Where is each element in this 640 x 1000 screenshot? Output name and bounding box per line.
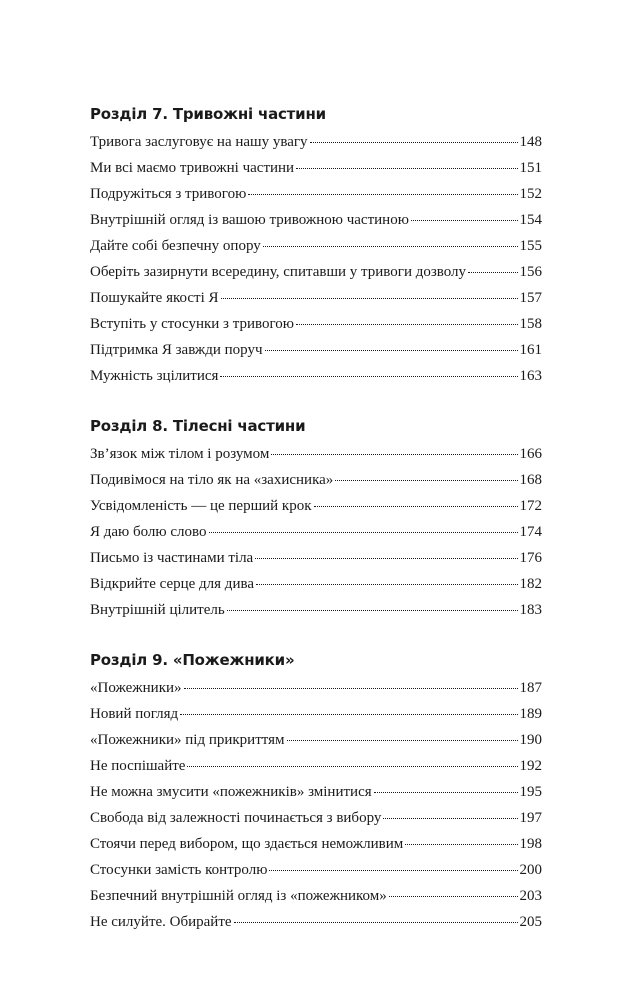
toc-page-number: 154 — [519, 212, 542, 228]
dot-leader — [256, 584, 517, 585]
toc-entry[interactable] — [90, 472, 542, 498]
toc-entry[interactable] — [90, 706, 542, 732]
dot-leader — [310, 142, 518, 143]
toc-entry[interactable] — [90, 888, 542, 914]
dot-leader — [296, 168, 517, 169]
dot-leader — [271, 454, 517, 455]
toc-entry-title: Вступіть у стосунки з тривогою — [90, 316, 294, 332]
toc-page-number: 183 — [519, 602, 542, 618]
dot-leader — [269, 870, 517, 871]
toc-entry-title: Усвідомленість — це перший крок — [90, 498, 312, 514]
toc-entry[interactable] — [90, 602, 542, 628]
toc-page-number: 205 — [519, 914, 542, 930]
dot-leader — [220, 376, 517, 377]
toc-page-number: 200 — [519, 862, 542, 878]
toc-entry-title: Я даю болю слово — [90, 524, 207, 540]
toc-entry-title: Не можна змусити «пожежників» змінитися — [90, 784, 372, 800]
dot-leader — [234, 922, 518, 923]
dot-leader — [265, 350, 518, 351]
toc-page-number: 172 — [519, 498, 542, 514]
dot-leader — [187, 766, 517, 767]
toc-list — [90, 446, 542, 628]
dot-leader — [227, 610, 518, 611]
toc-page-number: 189 — [519, 706, 542, 722]
dot-leader — [374, 792, 518, 793]
dot-leader — [287, 740, 518, 741]
toc-page-number: 203 — [519, 888, 542, 904]
toc-page-number: 156 — [519, 264, 542, 280]
toc-page-number: 148 — [519, 134, 542, 150]
toc-entry-title: Відкрийте серце для дива — [90, 576, 255, 592]
toc-page-number: 152 — [519, 186, 542, 202]
toc-page-number: 192 — [519, 758, 542, 774]
toc-page-number: 195 — [519, 784, 542, 800]
dot-leader — [255, 558, 517, 559]
toc-entry[interactable] — [90, 732, 542, 758]
toc-entry[interactable] — [90, 446, 542, 472]
toc-entry-title: Оберіть зазирнути всередину, спитавши у тривоги дозволу — [90, 264, 467, 280]
dot-leader — [411, 220, 518, 221]
toc-entry[interactable] — [90, 550, 542, 576]
dot-leader — [468, 272, 517, 273]
toc-entry-title: «Пожежники» — [90, 680, 182, 696]
toc-entry[interactable] — [90, 238, 542, 264]
toc-page-number: 161 — [519, 342, 542, 358]
toc-page-number: 198 — [519, 836, 542, 852]
table-of-contents — [90, 104, 542, 962]
toc-list — [90, 680, 542, 940]
toc-entry[interactable] — [90, 264, 542, 290]
toc-entry-title: Стоячи перед вибором, що здається неможливим — [90, 836, 404, 852]
chapter-title: Розділ 9. «Пожежники» — [90, 651, 295, 669]
chapter-title: Розділ 8. Тілесні частини — [90, 417, 306, 435]
toc-entry-title: «Пожежники» під прикриттям — [90, 732, 285, 748]
dot-leader — [248, 194, 517, 195]
toc-page-number: 163 — [519, 368, 542, 384]
toc-entry-title: Не силуйте. Обирайте — [90, 914, 232, 930]
dot-leader — [221, 298, 518, 299]
toc-entry-title: Подружіться з тривогою — [90, 186, 247, 202]
toc-page-number: 168 — [519, 472, 542, 488]
toc-entry[interactable] — [90, 134, 542, 160]
toc-entry-title: Безпечний внутрішній огляд із «пожежником» — [90, 888, 387, 904]
toc-page-number: 158 — [519, 316, 542, 332]
toc-entry-title: Дайте собі безпечну опору — [90, 238, 261, 254]
toc-entry-title: Зв’язок між тілом і розумом — [90, 446, 270, 462]
toc-entry-title: Стосунки замість контролю — [90, 862, 268, 878]
dot-leader — [263, 246, 518, 247]
toc-page-number: 197 — [519, 810, 542, 826]
toc-entry[interactable] — [90, 290, 542, 316]
chapter-8-section — [90, 416, 542, 628]
chapter-title: Розділ 7. Тривожні частини — [90, 105, 326, 123]
toc-entry-title: Тривога заслуговує на нашу увагу — [90, 134, 308, 150]
toc-entry[interactable] — [90, 160, 542, 186]
toc-entry[interactable] — [90, 316, 542, 342]
dot-leader — [180, 714, 517, 715]
toc-entry[interactable] — [90, 524, 542, 550]
toc-entry[interactable] — [90, 368, 542, 394]
toc-entry[interactable] — [90, 862, 542, 888]
toc-entry[interactable] — [90, 212, 542, 238]
toc-page-number: 176 — [519, 550, 542, 566]
toc-entry[interactable] — [90, 836, 542, 862]
dot-leader — [389, 896, 518, 897]
toc-entry[interactable] — [90, 576, 542, 602]
toc-page-number: 190 — [519, 732, 542, 748]
toc-entry[interactable] — [90, 680, 542, 706]
toc-entry-title: Ми всі маємо тривожні частини — [90, 160, 295, 176]
toc-entry[interactable] — [90, 342, 542, 368]
toc-entry-title: Внутрішній огляд із вашою тривожною частиною — [90, 212, 409, 228]
dot-leader — [383, 818, 517, 819]
toc-entry-title: Письмо із частинами тіла — [90, 550, 254, 566]
dot-leader — [405, 844, 517, 845]
dot-leader — [314, 506, 518, 507]
toc-entry-title: Новий погляд — [90, 706, 179, 722]
toc-page-number: 157 — [519, 290, 542, 306]
toc-entry[interactable] — [90, 758, 542, 784]
toc-entry-title: Внутрішній цілитель — [90, 602, 225, 618]
toc-page-number: 182 — [519, 576, 542, 592]
dot-leader — [335, 480, 517, 481]
chapter-7-section — [90, 104, 542, 394]
toc-page-number: 166 — [519, 446, 542, 462]
toc-entry[interactable] — [90, 498, 542, 524]
toc-entry-title: Свобода від залежності починається з вибору — [90, 810, 382, 826]
dot-leader — [209, 532, 518, 533]
toc-entry-title: Не поспішайте — [90, 758, 186, 774]
toc-entry[interactable] — [90, 914, 542, 940]
toc-entry-title: Подивімося на тіло як на «захисника» — [90, 472, 334, 488]
toc-entry[interactable] — [90, 810, 542, 836]
toc-entry-title: Підтримка Я завжди поруч — [90, 342, 263, 358]
toc-page-number: 174 — [519, 524, 542, 540]
toc-entry[interactable] — [90, 784, 542, 810]
dot-leader — [184, 688, 518, 689]
toc-list — [90, 134, 542, 394]
toc-entry-title: Мужність зцілитися — [90, 368, 219, 384]
toc-entry-title: Пошукайте якості Я — [90, 290, 219, 306]
toc-page-number: 187 — [519, 680, 542, 696]
dot-leader — [296, 324, 518, 325]
toc-entry[interactable] — [90, 186, 542, 212]
chapter-9-section — [90, 650, 542, 940]
toc-page-number: 155 — [519, 238, 542, 254]
toc-page-number: 151 — [519, 160, 542, 176]
